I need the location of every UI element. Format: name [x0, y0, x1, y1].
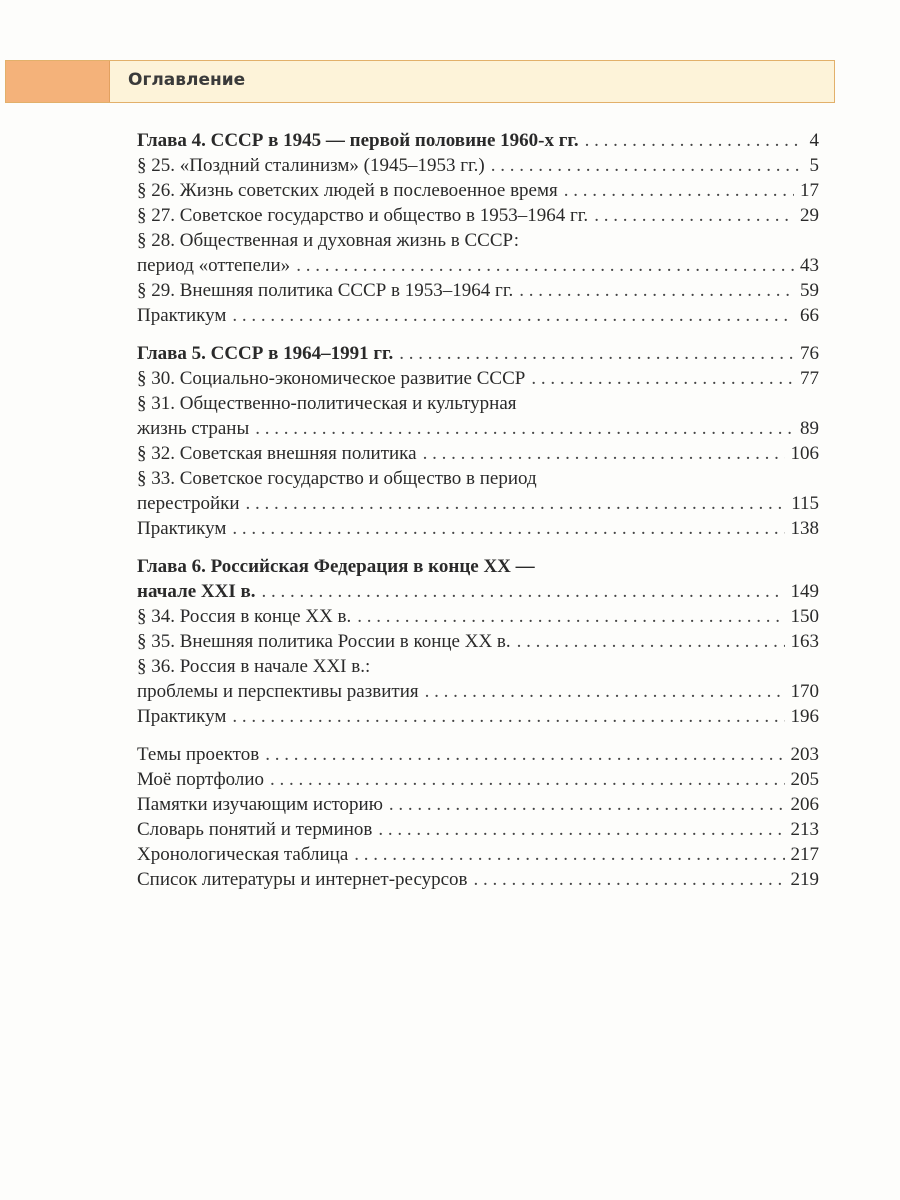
- toc-entry-line[interactable]: [137, 742, 819, 767]
- dot-leader: [232, 303, 794, 328]
- toc-entry-title: § 33. Советское государство и общество в период: [137, 468, 537, 489]
- toc-entry-line[interactable]: [137, 679, 819, 704]
- dot-leader: [594, 203, 794, 228]
- toc-entry-line[interactable]: [137, 704, 819, 729]
- dot-leader: [265, 742, 784, 767]
- toc-entry-line[interactable]: [137, 604, 819, 629]
- dot-leader: [296, 253, 794, 278]
- page-number: 163: [790, 631, 819, 652]
- toc-entry-title: § 28. Общественная и духовная жизнь в СССР:: [137, 230, 520, 251]
- page-number: 89: [800, 418, 819, 439]
- toc-entry-line[interactable]: [137, 767, 819, 792]
- header-color-tab: [6, 61, 110, 102]
- toc-chapter-line[interactable]: [137, 128, 819, 153]
- dot-leader: [517, 629, 785, 654]
- page-number: 170: [790, 681, 819, 702]
- toc-entry-line[interactable]: [137, 228, 819, 253]
- toc-entry-title: § 35. Внешняя политика России в конце XX в.: [137, 631, 511, 652]
- section-header: [5, 60, 835, 103]
- page-number: 76: [800, 343, 819, 364]
- toc-entry-line[interactable]: [137, 178, 819, 203]
- dot-leader: [585, 128, 804, 153]
- toc-entry-line[interactable]: [137, 491, 819, 516]
- toc-entry-title: Практикум: [137, 706, 227, 727]
- toc-entry-line[interactable]: [137, 842, 819, 867]
- toc-group: [137, 742, 819, 892]
- toc-entry-line[interactable]: [137, 867, 819, 892]
- toc-entry-title: § 26. Жизнь советских людей в послевоенное время: [137, 180, 558, 201]
- toc-chapter-line[interactable]: [137, 579, 819, 604]
- toc-entry-title: Хронологическая таблица: [137, 844, 349, 865]
- page-number: 17: [800, 180, 819, 201]
- dot-leader: [389, 792, 785, 817]
- toc-entry-title: Глава 4. СССР в 1945 — первой половине 1960-х гг.: [137, 130, 579, 151]
- toc-entry-title: Практикум: [137, 518, 227, 539]
- dot-leader: [491, 153, 804, 178]
- page-number: 149: [790, 581, 819, 602]
- dot-leader: [519, 278, 794, 303]
- toc-entry-title: Список литературы и интернет-ресурсов: [137, 869, 468, 890]
- toc-entry-line[interactable]: [137, 629, 819, 654]
- toc-entry-title: Словарь понятий и терминов: [137, 819, 373, 840]
- page-number: 115: [791, 493, 819, 514]
- toc-entry-title: период «оттепели»: [137, 255, 291, 276]
- toc-entry-title: § 25. «Поздний сталинизм» (1945–1953 гг.): [137, 155, 485, 176]
- toc-entry-title: Памятки изучающим историю: [137, 794, 383, 815]
- toc-chapter-line[interactable]: [137, 341, 819, 366]
- dot-leader: [262, 579, 785, 604]
- page-number: 4: [809, 130, 819, 151]
- page-number: 66: [800, 305, 819, 326]
- dot-leader: [255, 416, 794, 441]
- toc-entry-line[interactable]: [137, 654, 819, 679]
- toc-entry-line[interactable]: [137, 366, 819, 391]
- dot-leader: [357, 604, 784, 629]
- toc-entry-title: § 36. Россия в начале XXI в.:: [137, 656, 371, 677]
- toc-entry-line[interactable]: [137, 391, 819, 416]
- dot-leader: [564, 178, 794, 203]
- page-number: 106: [790, 443, 819, 464]
- page-number: 219: [790, 869, 819, 890]
- toc-entry-title: перестройки: [137, 493, 240, 514]
- toc-entry-title: § 27. Советское государство и общество в 1953–1964 гг.: [137, 205, 589, 226]
- page-number: 150: [790, 606, 819, 627]
- toc-entry-title: проблемы и перспективы развития: [137, 681, 419, 702]
- toc-group: [137, 128, 819, 328]
- toc-entry-title: § 31. Общественно-политическая и культурная: [137, 393, 517, 414]
- toc-entry-line[interactable]: [137, 153, 819, 178]
- toc-group: [137, 554, 819, 729]
- toc-entry-line[interactable]: [137, 416, 819, 441]
- toc-entry-title: Моё портфолио: [137, 769, 265, 790]
- toc-entry-line[interactable]: [137, 466, 819, 491]
- page-number: 138: [790, 518, 819, 539]
- dot-leader: [531, 366, 794, 391]
- dot-leader: [399, 341, 794, 366]
- toc-entry-title: § 29. Внешняя политика СССР в 1953–1964 гг.: [137, 280, 514, 301]
- toc-entry-line[interactable]: [137, 792, 819, 817]
- toc-entry-line[interactable]: [137, 278, 819, 303]
- dot-leader: [270, 767, 784, 792]
- toc-entry-title: Глава 6. Российская Федерация в конце XX —: [137, 556, 535, 577]
- dot-leader: [423, 441, 785, 466]
- toc-entry-title: § 30. Социально-экономическое развитие СССР: [137, 368, 526, 389]
- table-of-contents: [137, 128, 819, 905]
- toc-entry-line[interactable]: [137, 516, 819, 541]
- page-number: 213: [790, 819, 819, 840]
- page-title: Оглавление: [128, 70, 246, 90]
- page-number: 206: [790, 794, 819, 815]
- toc-entry-title: Темы проектов: [137, 744, 260, 765]
- dot-leader: [425, 679, 785, 704]
- toc-entry-line[interactable]: [137, 303, 819, 328]
- page-number: 43: [800, 255, 819, 276]
- toc-entry-line[interactable]: [137, 203, 819, 228]
- toc-entry-title: Практикум: [137, 305, 227, 326]
- toc-entry-line[interactable]: [137, 817, 819, 842]
- toc-entry-line[interactable]: [137, 253, 819, 278]
- toc-entry-title: § 32. Советская внешняя политика: [137, 443, 417, 464]
- page-number: 196: [790, 706, 819, 727]
- toc-entry-title: § 34. Россия в конце XX в.: [137, 606, 352, 627]
- dot-leader: [474, 867, 785, 892]
- page-number: 5: [809, 155, 819, 176]
- page-number: 217: [790, 844, 819, 865]
- dot-leader: [232, 704, 784, 729]
- toc-entry-title: жизнь страны: [137, 418, 250, 439]
- toc-entry-line[interactable]: [137, 441, 819, 466]
- dot-leader: [246, 491, 786, 516]
- page-number: 205: [790, 769, 819, 790]
- toc-group: [137, 341, 819, 541]
- toc-entry-title: Глава 5. СССР в 1964–1991 гг.: [137, 343, 394, 364]
- page-number: 77: [800, 368, 819, 389]
- toc-chapter-line[interactable]: [137, 554, 819, 579]
- dot-leader: [354, 842, 784, 867]
- dot-leader: [378, 817, 784, 842]
- page-number: 203: [790, 744, 819, 765]
- dot-leader: [232, 516, 784, 541]
- page-number: 29: [800, 205, 819, 226]
- page-number: 59: [800, 280, 819, 301]
- toc-entry-title: начале XXI в.: [137, 581, 256, 602]
